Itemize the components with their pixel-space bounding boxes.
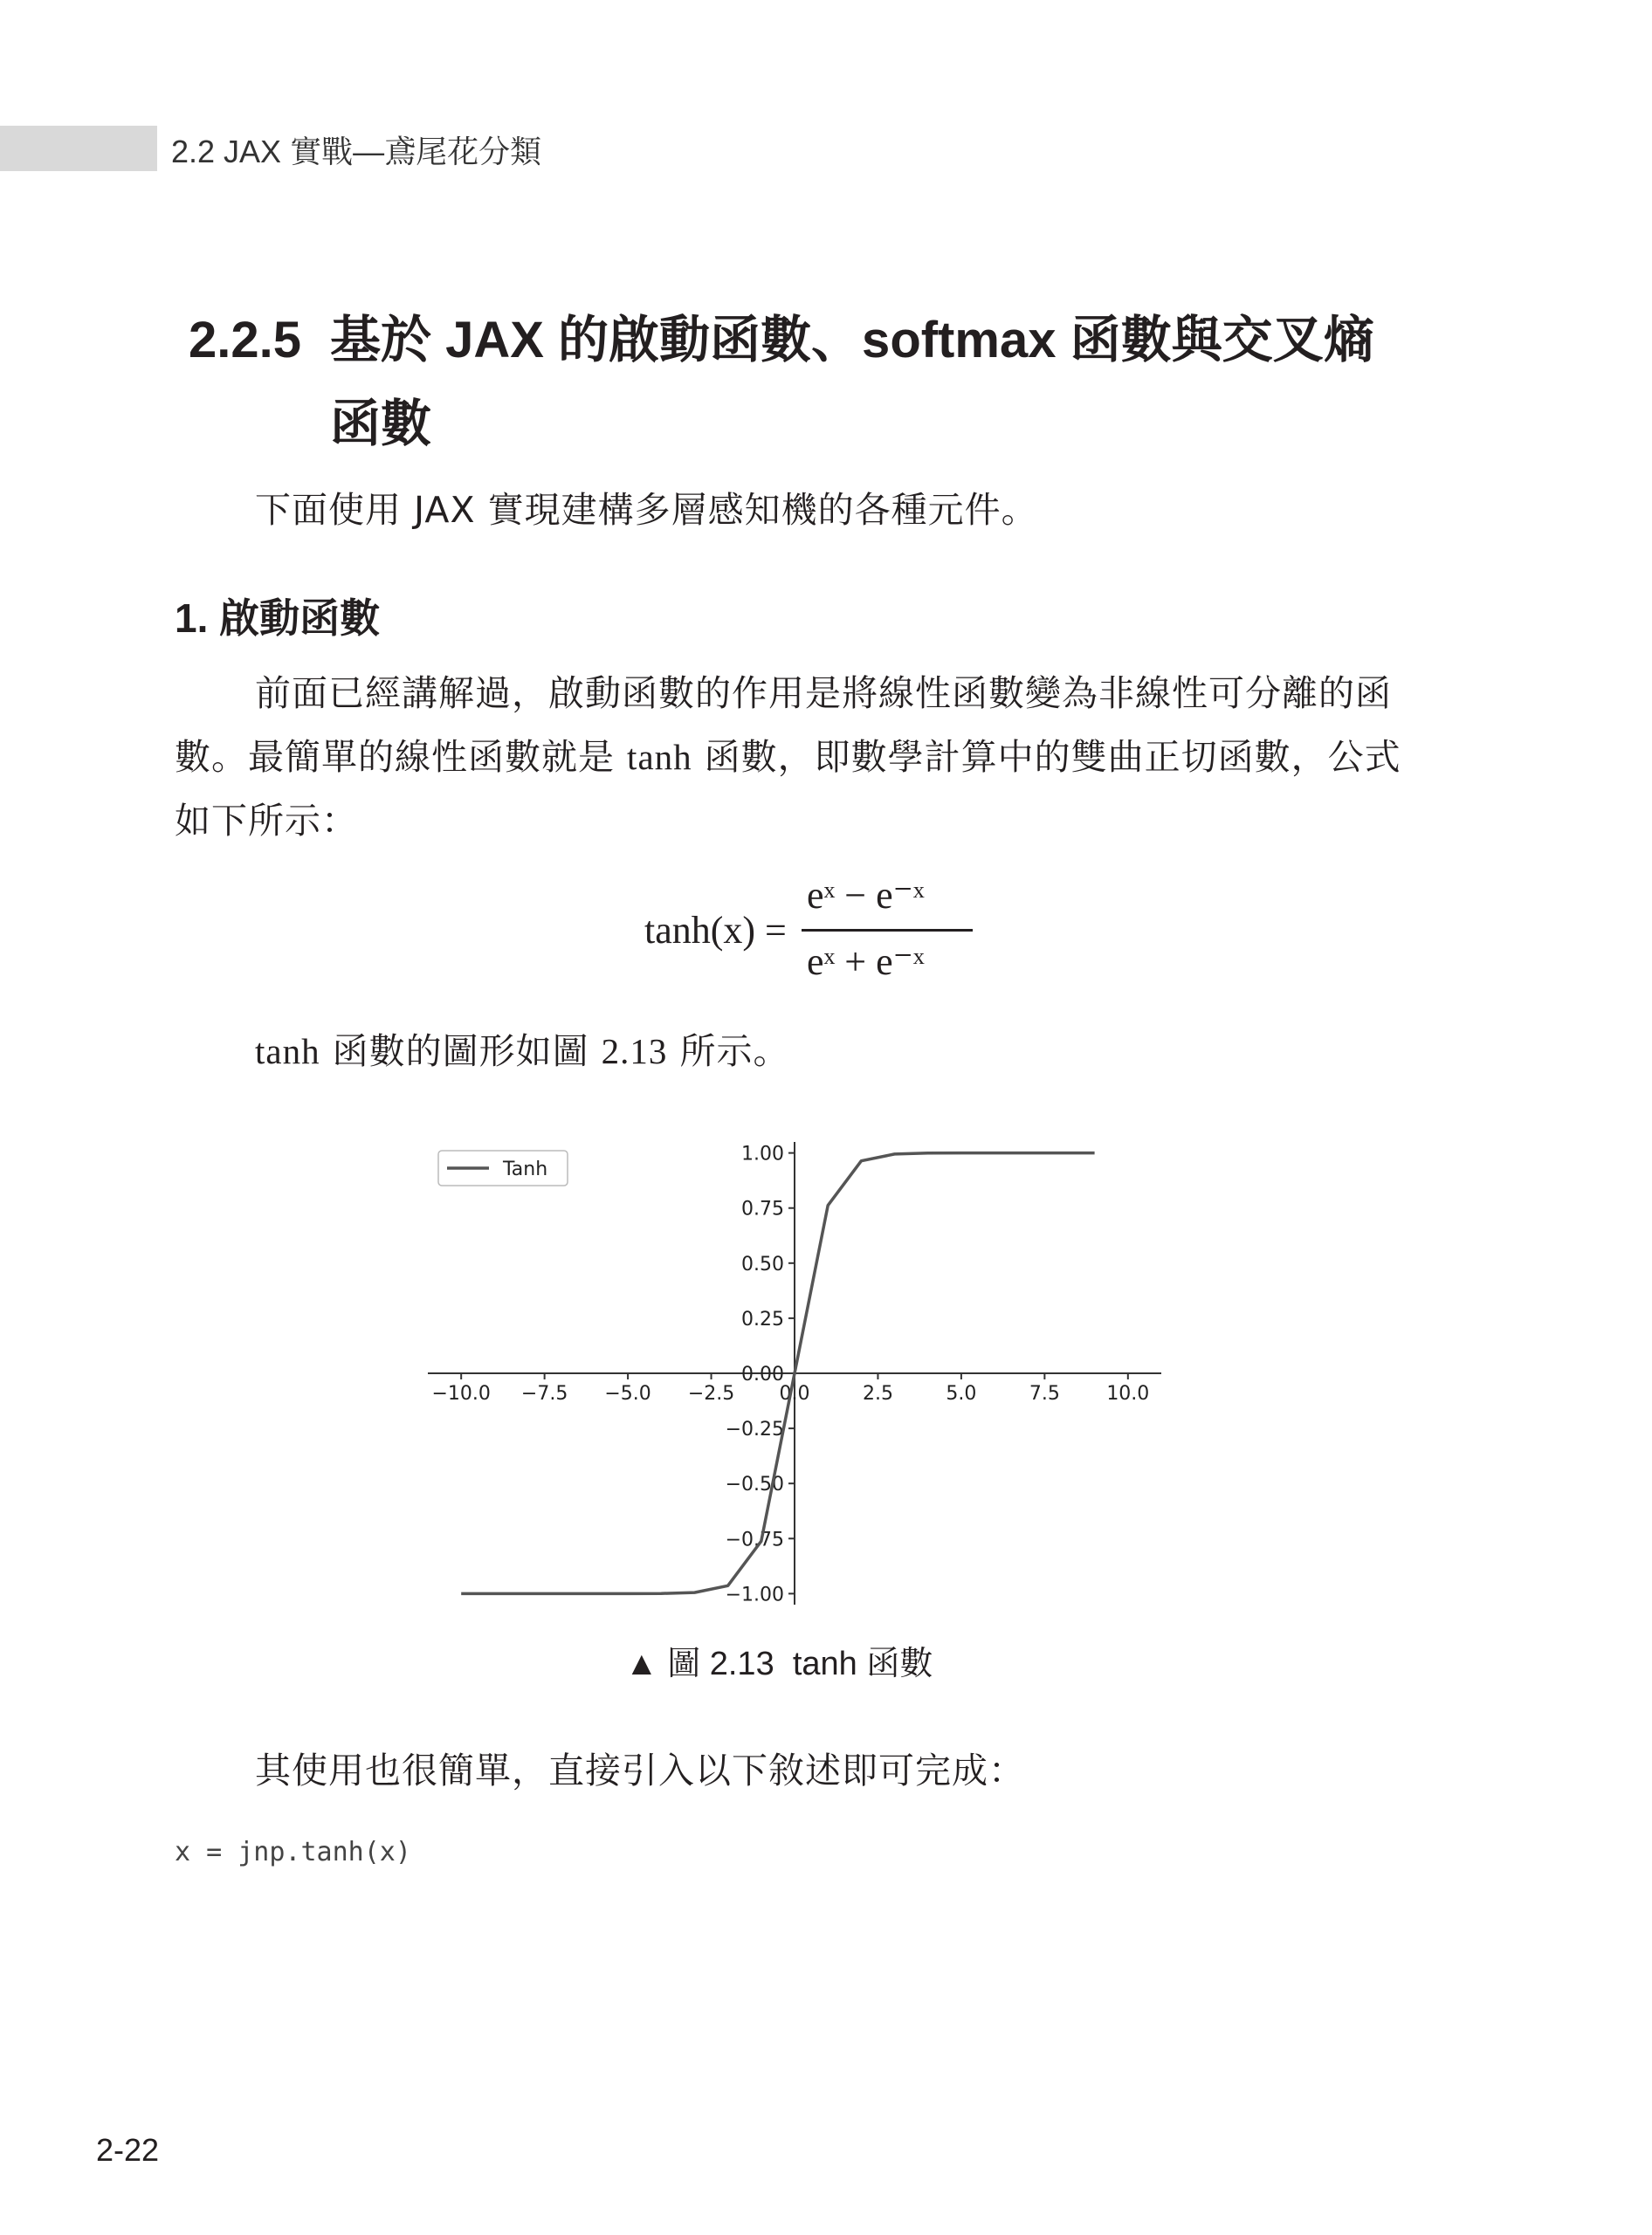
x-tick-label: −10.0 — [431, 1383, 491, 1405]
y-tick-label: 1.00 — [741, 1143, 784, 1166]
x-tick-label: 10.0 — [1106, 1383, 1150, 1405]
y-tick-label: 0.75 — [741, 1198, 784, 1221]
term-tanh: tanh — [627, 737, 692, 777]
tanh-chart — [419, 1124, 1170, 1622]
caption-text: tanh 函數 — [792, 1646, 933, 1682]
figure-caption — [625, 1636, 933, 1684]
usage-paragraph: 其使用也很簡單，直接引入以下敘述即可完成： — [255, 1750, 1025, 1791]
section-number: 2.2.5 — [189, 312, 301, 368]
x-tick-label: 2.5 — [862, 1383, 893, 1405]
x-tick-label: 7.5 — [1029, 1383, 1060, 1405]
caption-label: 圖 2.13 — [667, 1646, 774, 1682]
subsection-title: 1. 啟動函數 — [175, 595, 381, 641]
figure-number: 2.13 — [601, 1031, 668, 1071]
x-tick-label: −2.5 — [687, 1383, 735, 1405]
y-tick-label: 0.00 — [741, 1364, 784, 1386]
y-tick-label: −0.75 — [725, 1529, 784, 1551]
activation-paragraph — [175, 662, 1415, 853]
section-title-line2: 函數 — [330, 395, 432, 452]
tanh-formula — [644, 873, 994, 995]
x-tick-label: −7.5 — [520, 1383, 568, 1405]
code-snippet: x = jnp.tanh(x) — [175, 1837, 411, 1867]
intro-paragraph: 下面使用 JAX 實現建構多層感知機的各種元件。 — [255, 489, 1038, 531]
running-header: 2.2 JAX 實戰—鳶尾花分類 — [171, 134, 542, 169]
section-title-line1 — [189, 299, 1428, 382]
page-number: 2-22 — [96, 2132, 160, 2168]
formula-numerator: eˣ − e⁻ˣ — [807, 874, 925, 917]
figure-ref-text: 函數的圖形如圖 — [320, 1030, 602, 1072]
x-tick-label: 0.0 — [779, 1383, 810, 1405]
y-tick-label: 0.25 — [741, 1308, 784, 1331]
y-tick-label: −0.25 — [725, 1419, 784, 1441]
y-tick-label: 0.50 — [741, 1253, 784, 1276]
legend-label: Tanh — [503, 1159, 548, 1180]
paragraph-text: 前面已經講解過，啟動函數的作用是將線性函數變為非線性可分離的函數。最簡單的線性函數就是 — [175, 672, 1392, 778]
header-band — [0, 126, 157, 171]
section-title-text: 基於 JAX 的啟動函數、softmax 函數與交叉熵 — [330, 312, 1374, 368]
figure-ref-text: 所示。 — [667, 1030, 790, 1072]
term-tanh: tanh — [255, 1031, 320, 1071]
caption-marker: ▲ — [625, 1646, 658, 1682]
formula-denominator: eˣ + e⁻ˣ — [807, 940, 925, 983]
fraction-bar — [802, 929, 973, 932]
paragraph-text: 函數，即數學計算中的雙曲正切函數，公式如下所示： — [175, 736, 1401, 842]
x-tick-label: 5.0 — [946, 1383, 977, 1405]
figure-reference — [175, 1020, 1415, 1083]
section-title — [189, 299, 1428, 466]
y-tick-label: −0.50 — [725, 1474, 784, 1496]
formula-lhs: tanh(x) = — [644, 909, 787, 952]
y-tick-label: −1.00 — [725, 1584, 784, 1606]
x-tick-label: −5.0 — [604, 1383, 651, 1405]
